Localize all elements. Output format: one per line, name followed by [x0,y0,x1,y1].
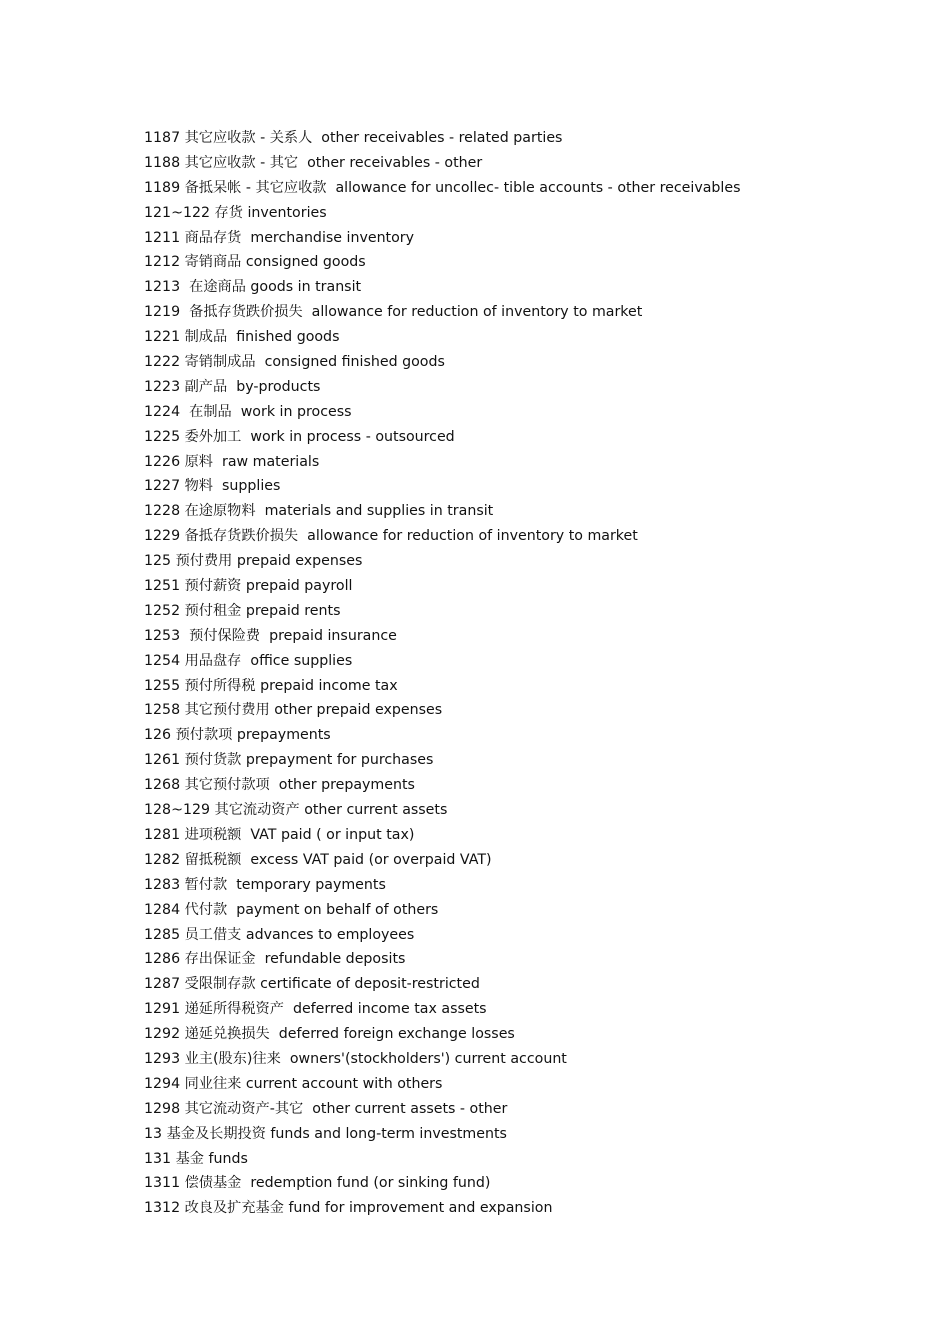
account-line: 1187 其它应收款 - 关系人 other receivables - related parties [144,130,563,146]
account-list [144,126,924,1221]
account-line: 1251 预付薪资 prepaid payroll [144,578,353,595]
account-line: 1292 递延兑换损失 deferred foreign exchange losses [144,1026,515,1043]
account-line: 13 基金及长期投资 funds and long-term investments [144,1125,507,1142]
account-line: 1188 其它应收款 - 其它 other receivables - other [144,154,483,171]
account-line: 1298 其它流动资产-其它 other current assets - other [144,1100,508,1117]
account-line: 1293 业主(股东)往来 owners'(stockholders') current account [144,1050,567,1067]
account-line: 1253 预付保险费 prepaid insurance [144,627,397,644]
account-line: 1189 备抵呆帐 - 其它应收款 allowance for uncollec- tible accounts - other receivables [144,179,741,196]
account-line: 1258 其它预付费用 other prepaid expenses [144,702,443,719]
account-line: 131 基金 funds [144,1150,248,1167]
account-line: 1311 偿债基金 redemption fund (or sinking fund) [144,1175,491,1192]
account-line: 1281 进项税额 VAT paid ( or input tax) [144,826,415,843]
account-line: 1286 存出保证金 refundable deposits [144,951,406,968]
account-line: 1282 留抵税额 excess VAT paid (or overpaid VAT) [144,851,492,868]
account-line: 1223 副产品 by-products [144,378,321,395]
account-line: 128~129 其它流动资产 other current assets [144,802,448,819]
account-line: 1287 受限制存款 certificate of deposit-restricted [144,976,480,993]
account-line: 1255 预付所得税 prepaid income tax [144,677,398,694]
account-line: 1294 同业往来 current account with others [144,1075,443,1092]
account-line: 1252 预付租金 prepaid rents [144,602,341,619]
account-line: 1227 物料 supplies [144,478,281,495]
account-line: 1229 备抵存货跌价损失 allowance for reduction of inventory to market [144,528,638,545]
account-line: 1228 在途原物料 materials and supplies in transit [144,503,494,520]
account-line: 1312 改良及扩充基金 fund for improvement and expansion [144,1200,553,1217]
account-line: 1285 员工借支 advances to employees [144,926,415,943]
account-line: 1254 用品盘存 office supplies [144,652,353,669]
account-line: 1291 递延所得税资产 deferred income tax assets [144,1001,487,1018]
account-line: 1284 代付款 payment on behalf of others [144,901,439,918]
account-line: 126 预付款项 prepayments [144,727,331,744]
account-line: 1211 商品存货 merchandise inventory [144,229,415,246]
account-line: 1261 预付货款 prepayment for purchases [144,752,434,769]
account-line: 1212 寄销商品 consigned goods [144,254,366,271]
account-line: 1226 原料 raw materials [144,453,320,470]
account-line: 1221 制成品 finished goods [144,329,340,346]
account-line: 1213 在途商品 goods in transit [144,279,362,296]
account-line: 1225 委外加工 work in process - outsourced [144,428,455,445]
account-line: 1219 备抵存货跌价损失 allowance for reduction of inventory to market [144,304,643,321]
account-line: 1224 在制品 work in process [144,403,352,420]
account-line: 1222 寄销制成品 consigned finished goods [144,354,445,371]
account-line: 1268 其它预付款项 other prepayments [144,777,415,794]
account-line: 121~122 存货 inventories [144,204,327,221]
account-line: 125 预付费用 prepaid expenses [144,553,363,570]
account-line: 1283 暂付款 temporary payments [144,876,386,893]
